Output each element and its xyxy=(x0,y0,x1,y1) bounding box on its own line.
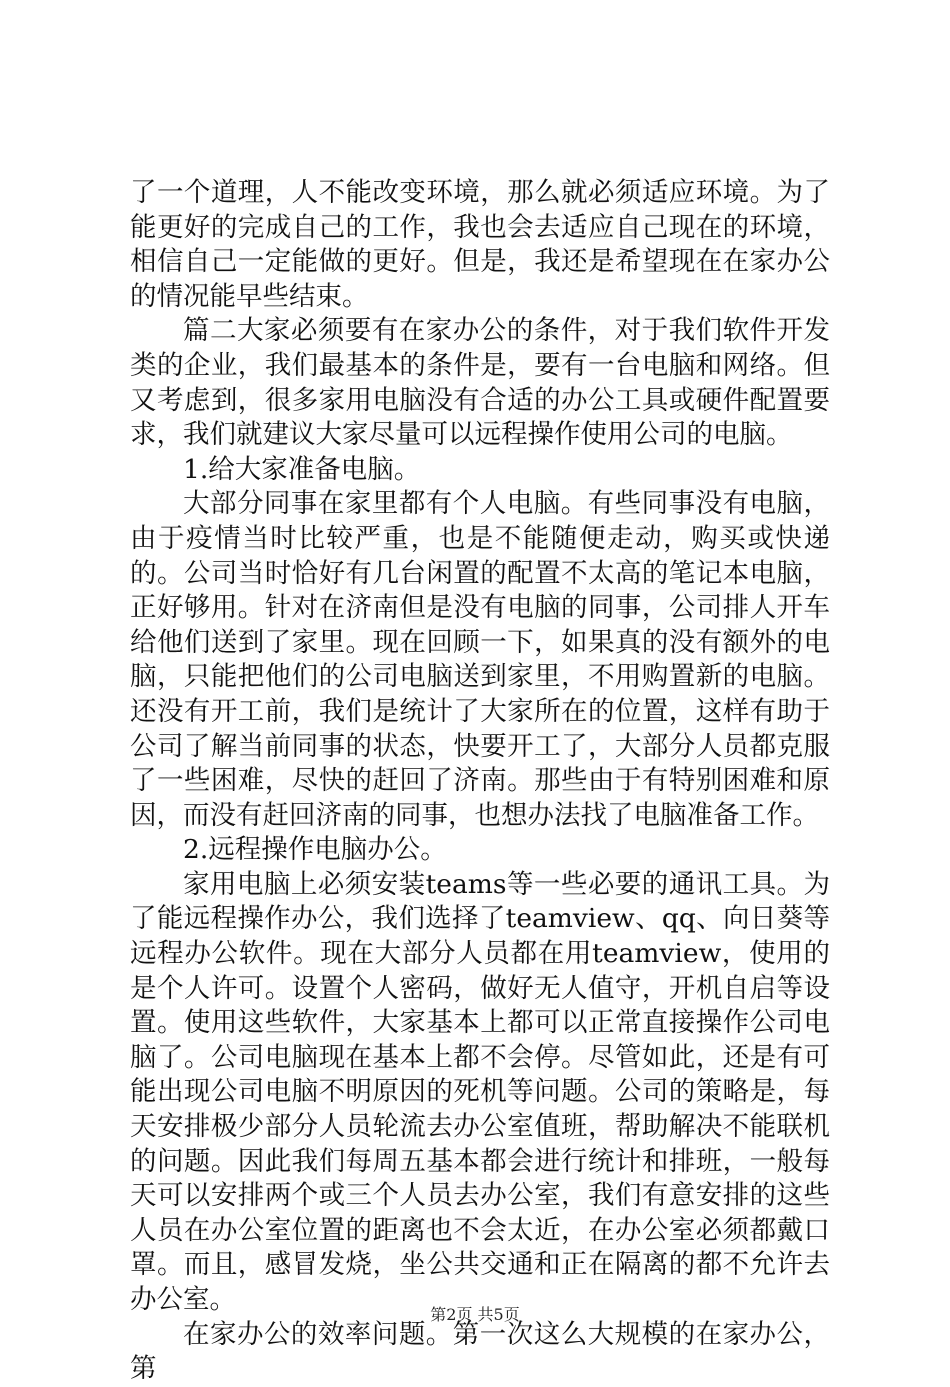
paragraph-3: 大部分同事在家里都有个人电脑。有些同事没有电脑，由于疫情当时比较严重，也是不能随便走动，购买或快递的。公司当时恰好有几台闲置的配置不太高的笔记本电脑，正好够用。针对在济南但是没有电脑的同事，公司排人开车给他们送到了家里。现在回顾一下，如果真的没有额外的电脑，只能把他们的公司电脑送到家里，不用购置新的电脑。还没有开工前，我们是统计了大家所在的位置，这样有助于公司了解当前同事的状态，快要开工了，大部分人员都克服了一些困难，尽快的赶回了济南。那些由于有特别困难和原因，而没有赶回济南的同事，也想办法找了电脑准备工作。 xyxy=(130,488,830,831)
section-heading-1: 1.给大家准备电脑。 xyxy=(183,453,421,485)
paragraph-4: 家用电脑上必须安装teams等一些必要的通讯工具。为了能远程操作办公，我们选择了teamview、qq、向日葵等远程办公软件。现在大部分人员都在用teamview，使用的是个人许可。设置个人密码，做好无人值守，开机自启等设置。使用这些软件，大家基本上都可以正常直接操作公司电脑了。公司电脑现在基本上都不会停。尽管如此，还是有可能出现公司电脑不明原因的死机等问题。公司的策略是，每天安排极少部分人员轮流去办公室值班，帮助解决不能联机的问题。因此我们每周五基本都会进行统计和排班，一般每天可以安排两个或三个人员去办公室，我们有意安排的这些人员在办公室位置的距离也不会太近，在办公室必须都戴口罩。而且，感冒发烧，坐公共交通和正在隔离的都不允许去办公室。 xyxy=(130,868,830,1315)
document-body xyxy=(130,176,830,1387)
section-heading-2: 2.远程操作电脑办公。 xyxy=(183,834,447,866)
page-number-footer: 第2页 共5页 xyxy=(430,1305,520,1324)
paragraph-2: 篇二大家必须要有在家办公的条件，对于我们软件开发类的企业，我们最基本的条件是，要有一台电脑和网络。但又考虑到，很多家用电脑没有合适的办公工具或硬件配置要求，我们就建议大家尽量可以远程操作使用公司的电脑。 xyxy=(130,315,830,451)
paragraph-1: 了一个道理，人不能改变环境，那么就必须适应环境。为了能更好的完成自己的工作，我也会去适应自己现在的环境，相信自己一定能做的更好。但是，我还是希望现在在家办公的情况能早些结束。 xyxy=(130,177,830,312)
paragraph-5: 在家办公的效率问题。第一次这么大规模的在家办公，第 xyxy=(130,1318,830,1385)
